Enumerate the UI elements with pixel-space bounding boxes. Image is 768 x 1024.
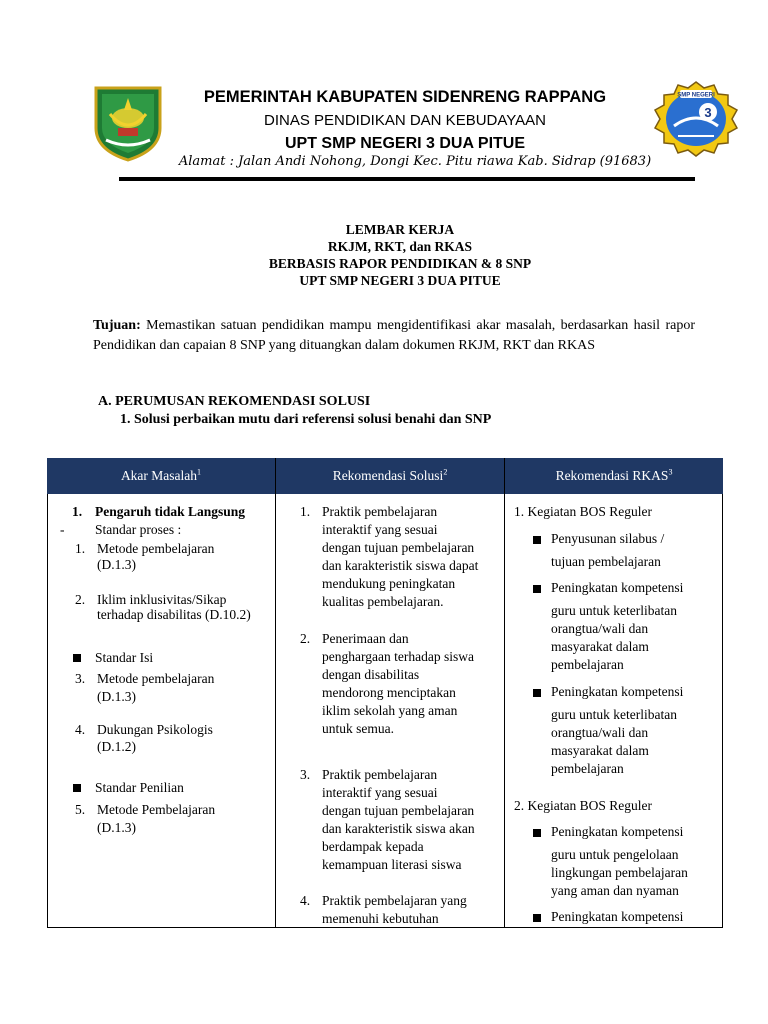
svg-text:3: 3: [704, 105, 712, 120]
square-bullet-icon: [533, 829, 541, 837]
col1-dash: -: [60, 522, 65, 537]
col2-item-num: 3.: [300, 767, 311, 782]
col3-item-line: lingkungan pembelajaran: [551, 865, 688, 880]
col2-item-line: dengan tujuan pembelajaran: [322, 803, 475, 818]
col1-heading-num: 1.: [72, 504, 83, 519]
tujuan-paragraph: [93, 316, 695, 356]
col1-item-line: Metode pembelajaran: [97, 671, 215, 686]
doc-subtitle-2: BERBASIS RAPOR PENDIDIKAN & 8 SNP: [268, 256, 532, 271]
col3-item-line: guru untuk pengelolaan: [551, 847, 679, 862]
letterhead-divider: [119, 177, 695, 181]
col2-item-line: dan karakteristik siswa akan: [322, 821, 475, 836]
col1-heading: Pengaruh tidak Langsung: [95, 504, 246, 519]
col1-item-line: (D.1.3): [97, 689, 136, 704]
col3-item-line: Penyusunan silabus /: [551, 531, 665, 546]
col2-item-line: mendukung peningkatan: [322, 576, 456, 591]
square-bullet-icon: [73, 784, 81, 792]
col3-group-1: 1. Kegiatan BOS Reguler: [514, 504, 652, 519]
col2-item-line: Praktik pembelajaran: [322, 504, 438, 519]
col1-item-num: 2.: [75, 592, 86, 607]
col1-item-line: Metode pembelajaran: [97, 541, 215, 556]
header-rekomendasi-rkas: Rekomendasi RKAS$^3$: [555, 467, 673, 483]
col2-item-line: berdampak kepada: [322, 839, 424, 854]
tujuan-text: Memastikan satuan pendidikan mampu mengidentifikasi akar masalah, berdasarkan hasil rapor Pendidikan dan capaian 8 SNP yang dituangkan dalam dokumen RKJM, RKT dan RKAS: [93, 318, 695, 353]
doc-title: LEMBAR KERJA: [345, 222, 455, 237]
col2-item-line: Praktik pembelajaran yang: [322, 893, 467, 908]
col2-item-line: untuk semua.: [322, 721, 394, 736]
col2-item-line: Penerimaan dan: [322, 631, 409, 646]
col2-item-line: interaktif yang sesuai: [322, 785, 438, 800]
col2-item-line: memenuhi kebutuhan: [322, 911, 439, 926]
col3-group-2: 2. Kegiatan BOS Reguler: [514, 798, 652, 813]
col1-item-line: Metode Pembelajaran: [97, 802, 216, 817]
col3-item-line: Peningkatan kompetensi: [551, 824, 684, 839]
col2-item-line: mendorong menciptakan: [322, 685, 456, 700]
doc-subtitle-1: RKJM, RKT, dan RKAS: [327, 239, 473, 254]
col3-item-line: guru untuk keterlibatan: [551, 707, 677, 722]
col3-item-line: tujuan pembelajaran: [551, 554, 661, 569]
square-bullet-icon: [73, 654, 81, 662]
school-badge-logo: [652, 80, 740, 158]
col3-item-line: pembelajaran: [551, 761, 624, 776]
col1-item-num: 5.: [75, 802, 86, 817]
col2-item-num: 2.: [300, 631, 311, 646]
col3-item-line: yang aman dan nyaman: [551, 883, 679, 898]
col2-item-line: penghargaan terhadap siswa: [322, 649, 474, 664]
column-divider: [504, 458, 505, 928]
col2-item-line: interaktif yang sesuai: [322, 522, 438, 537]
col1-standar-proses: Standar proses :: [95, 522, 182, 537]
col1-item-num: 3.: [75, 671, 86, 686]
column-divider: [275, 458, 276, 928]
col2-item-line: dengan disabilitas: [322, 667, 420, 682]
square-bullet-icon: [533, 585, 541, 593]
col2-item-line: Praktik pembelajaran: [322, 767, 438, 782]
header-akar-masalah: Akar Masalah$^1$: [120, 467, 202, 483]
tujuan-label: Tujuan:: [93, 318, 141, 333]
letterhead-department: DINAS PENDIDIKAN DAN KEBUDAYAAN: [263, 112, 546, 129]
col2-item-num: 4.: [300, 893, 311, 908]
square-bullet-icon: [533, 536, 541, 544]
col2-item-line: dan karakteristik siswa dapat: [322, 558, 479, 573]
col1-item-line: Dukungan Psikologis: [97, 722, 213, 737]
col3-item-line: orangtua/wali dan: [551, 621, 649, 636]
doc-subtitle-3: UPT SMP NEGERI 3 DUA PITUE: [299, 273, 501, 288]
header-rekomendasi-solusi: Rekomendasi Solusi$^2$: [332, 467, 448, 483]
col2-item-line: dengan tujuan pembelajaran: [322, 540, 475, 555]
letterhead-address: Alamat : Jalan Andi Nohong, Dongi Kec. Pitu riawa Kab. Sidrap (91683): [178, 154, 652, 169]
col1-item-line: (D.1.3): [97, 820, 136, 835]
col3-item-line: Peningkatan kompetensi: [551, 909, 684, 924]
col2-item-line: iklim sekolah yang aman: [322, 703, 458, 718]
letterhead-government: PEMERINTAH KABUPATEN SIDENRENG RAPPANG: [203, 88, 607, 106]
col2-item-line: kualitas pembelajaran.: [322, 594, 444, 609]
col1-standar-isi: Standar Isi: [95, 650, 154, 665]
col3-item-line: guru untuk keterlibatan: [551, 603, 677, 618]
col1-item-line: terhadap disabilitas (D.10.2): [97, 607, 251, 622]
col3-item-line: masyarakat dalam: [551, 743, 649, 758]
col3-item-line: orangtua/wali dan: [551, 725, 649, 740]
col1-item-line: (D.1.3): [97, 557, 136, 572]
col2-item-num: 1.: [300, 504, 311, 519]
square-bullet-icon: [533, 689, 541, 697]
col3-item-line: Peningkatan kompetensi: [551, 684, 684, 699]
col3-item-line: Peningkatan kompetensi: [551, 580, 684, 595]
col3-item-line: masyarakat dalam: [551, 639, 649, 654]
col1-item-line: (D.1.2): [97, 739, 136, 754]
col2-item-line: kemampuan literasi siswa: [322, 857, 462, 872]
section-1-heading: 1. Solusi perbaikan mutu dari referensi solusi benahi dan SNP: [120, 412, 492, 427]
section-a-heading: A. PERUMUSAN REKOMENDASI SOLUSI: [98, 394, 371, 409]
svg-text:SMP NEGERI: SMP NEGERI: [677, 92, 715, 99]
square-bullet-icon: [533, 914, 541, 922]
col3-item-line: pembelajaran: [551, 657, 624, 672]
col1-item-num: 4.: [75, 722, 86, 737]
col1-item-num: 1.: [75, 541, 86, 556]
col1-standar-penilian: Standar Penilian: [95, 780, 184, 795]
col1-item-line: Iklim inklusivitas/Sikap: [97, 592, 227, 607]
letterhead-school: UPT SMP NEGERI 3 DUA PITUE: [284, 135, 526, 152]
